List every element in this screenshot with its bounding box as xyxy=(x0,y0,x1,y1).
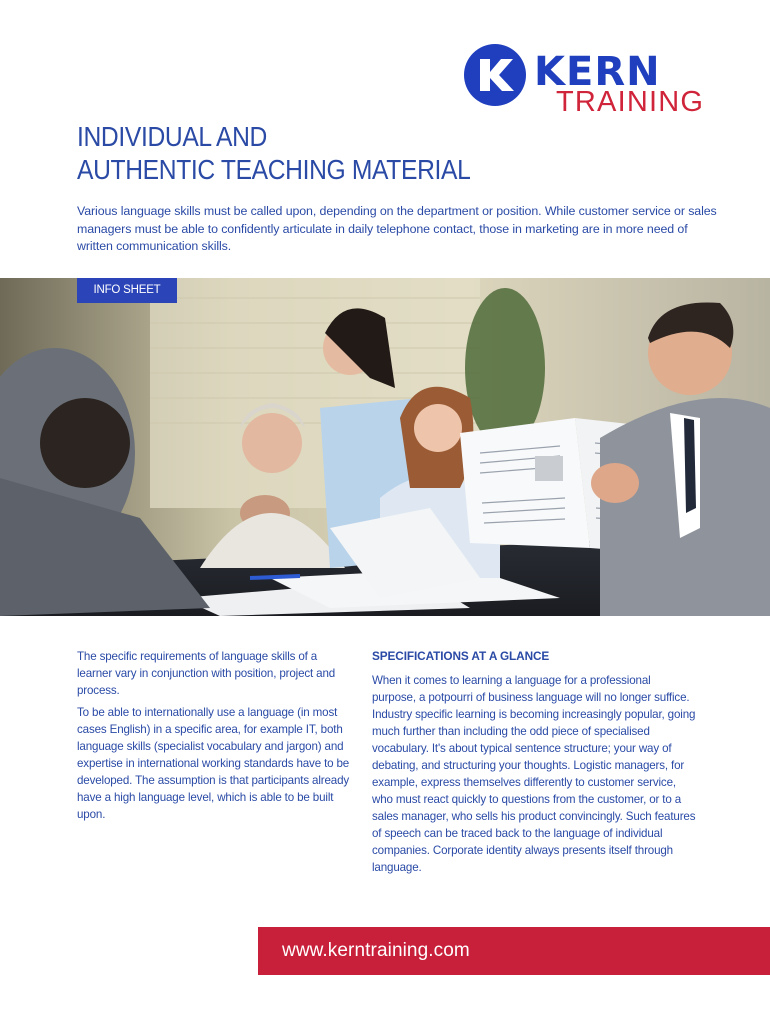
meeting-photo xyxy=(0,278,770,616)
left-paragraph-2: To be able to internationally use a language (in most cases English) in a specific area, for example IT, both language skills (specialist vocabulary and jargon) and expertise in international working standards have to be developed. The assumption is that participants already have a high language level, which is able to be built upon. xyxy=(77,706,350,821)
logo-wordmark: KERN xyxy=(534,49,661,95)
logo-training-text: TRAINING xyxy=(556,86,705,118)
left-paragraph-1: The specific requirements of language skills of a learner vary in conjunction with position, project and process. xyxy=(77,650,336,697)
specifications-body: When it comes to learning a language for a professional purpose, a potpourri of business language will no longer suffice. Industry specific learning is becoming increasingly popular, going much further than including the odd piece of specialised vocabulary. It's about typical sentence structure; your way of debating, and structuring your thoughts. Logistic managers, for example, express themselves differently to customer service, who must react quickly to questions from the customer, or to a sales manager, who sells his product convincingly. Such features of speech can be traced back to the language of individual companies. Corporate identity always presents itself through language. xyxy=(372,674,696,874)
kern-training-logo xyxy=(464,44,726,120)
title-line-2: AUTHENTIC TEACHING MATERIAL xyxy=(77,154,471,185)
intro-paragraph: Various language skills must be called upon, depending on the department or position. While customer service or sales managers must be able to confidently articulate in daily telephone contact, those in marketing are in more need of written communication skills. xyxy=(77,204,717,253)
logo-k-icon xyxy=(464,44,526,106)
left-column xyxy=(77,648,352,828)
page-title xyxy=(77,120,482,186)
title-line-1: INDIVIDUAL AND xyxy=(77,121,267,152)
footer-bar xyxy=(258,927,770,975)
photo-business-meeting-icon xyxy=(0,278,770,616)
specifications-heading: SPECIFICATIONS AT A GLANCE xyxy=(372,649,550,663)
website-link[interactable]: www.kerntraining.com xyxy=(282,940,470,961)
info-sheet-tag: INFO SHEET xyxy=(77,278,177,303)
right-column xyxy=(372,648,697,876)
